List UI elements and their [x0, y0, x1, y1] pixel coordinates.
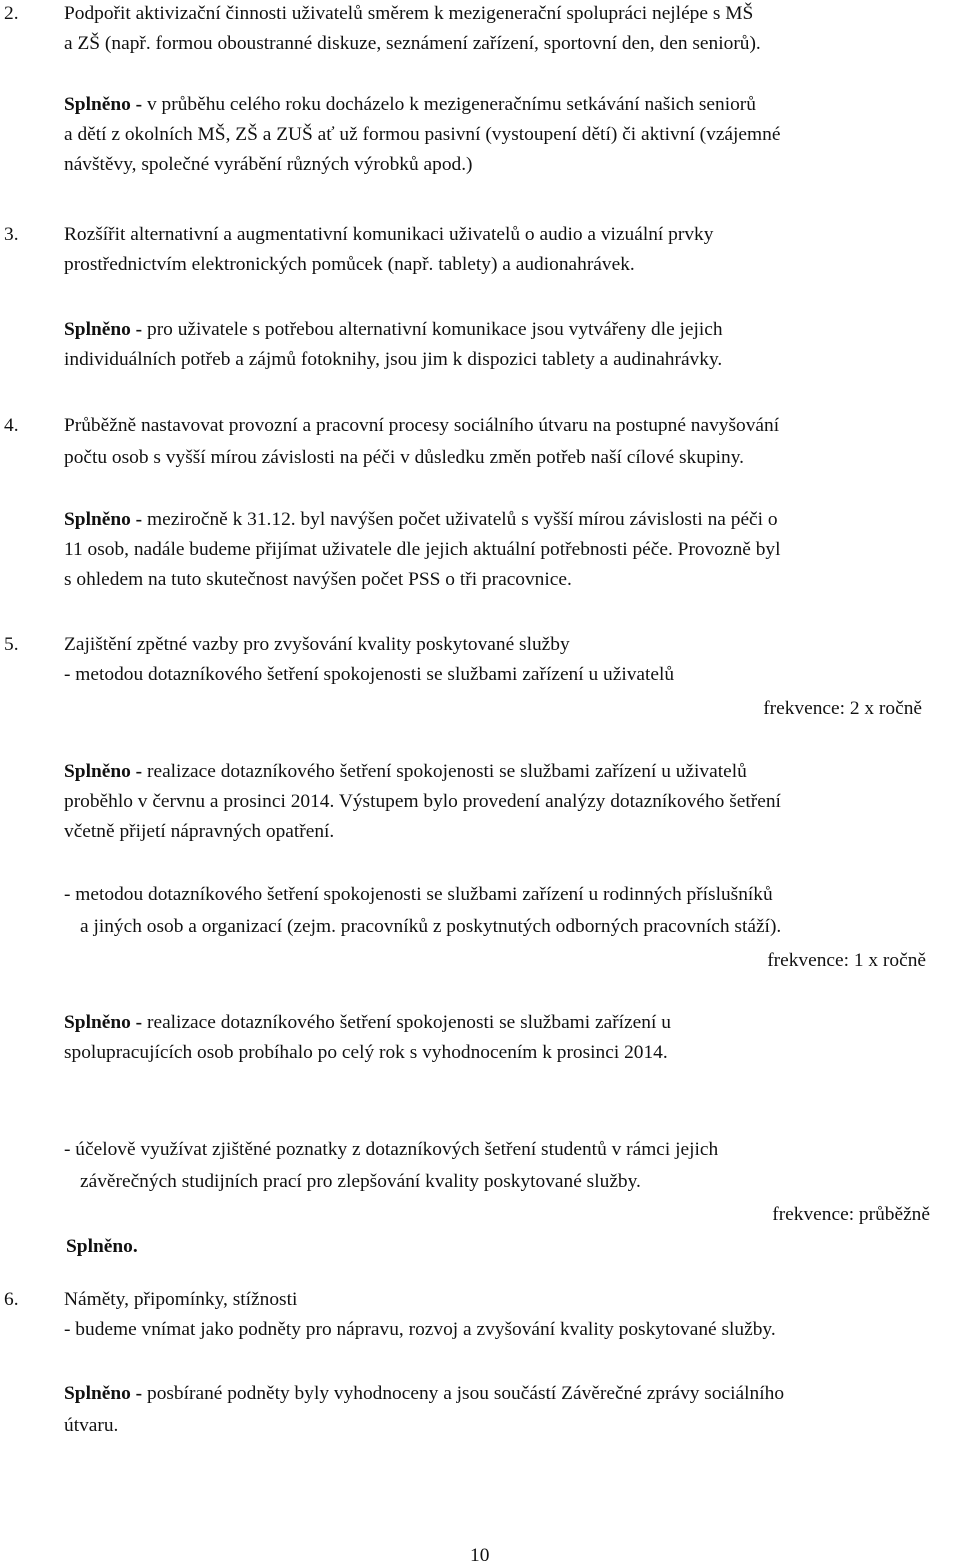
item-5-method-c: závěrečných studijních prací pro zlepšování kvality poskytované služby. — [80, 1171, 641, 1192]
item-3-result-line — [64, 318, 723, 342]
item-5-method-c: - účelově využívat zjištěné poznatky z dotazníkových šetření studentů v rámci jejich — [64, 1139, 719, 1160]
item-2-result-line: a dětí z okolních MŠ, ZŠ a ZUŠ ať už formou pasivní (vystoupení dětí) či aktivní (vzájemné — [64, 124, 781, 145]
item-5-frequency-a: frekvence: 2 x ročně — [763, 698, 922, 719]
item-2-result-line: návštěvy, společné vyrábění různých výrobků apod.) — [64, 154, 473, 175]
item-2-result-line — [64, 93, 756, 117]
item-4-result-line: s ohledem na tuto skutečnost navýšen počet PSS o tři pracovnice. — [64, 569, 572, 590]
result-text: realizace dotazníkového šetření spokojenosti se službami zařízení u uživatelů — [147, 761, 747, 782]
item-3-text-line: Rozšířit alternativní a augmentativní komunikaci uživatelů o audio a vizuální prvky — [64, 224, 714, 245]
item-5-frequency-b: frekvence: 1 x ročně — [767, 950, 926, 971]
item-3-result-line: individuálních potřeb a zájmů fotoknihy, jsou jim k dispozici tablety a audinahrávky. — [64, 349, 723, 370]
item-4-number: 4. — [4, 415, 19, 436]
item-2-text-line: Podpořit aktivizační činnosti uživatelů směrem k mezigenerační spolupráci nejlépe s MŠ — [64, 3, 754, 24]
fulfilled-label: Splněno - — [64, 761, 143, 782]
result-text: v průběhu celého roku docházelo k mezigeneračnímu setkávání našich seniorů — [147, 94, 756, 115]
result-text: meziročně k 31.12. byl navýšen počet uživatelů s vyšší mírou závislosti na péči o — [147, 509, 778, 530]
item-6-text-line: - budeme vnímat jako podněty pro nápravu, rozvoj a zvyšování kvality poskytované služby. — [64, 1319, 776, 1340]
item-4-text-line: Průběžně nastavovat provozní a pracovní procesy sociálního útvaru na postupné navyšování — [64, 415, 780, 436]
item-5-number: 5. — [4, 634, 19, 655]
item-5-result-a-line: včetně přijetí nápravných opatření. — [64, 821, 335, 842]
item-5-method-b: a jiných osob a organizací (zejm. pracovníků z poskytnutých odborných pracovních stáží). — [80, 916, 782, 937]
result-text: pro uživatele s potřebou alternativní komunikace jsou vytvářeny dle jejich — [147, 319, 723, 340]
fulfilled-label: Splněno - — [64, 1383, 143, 1404]
item-5-title: Zajištění zpětné vazby pro zvyšování kvality poskytované služby — [64, 634, 570, 655]
item-4-result-line — [64, 508, 778, 532]
item-4-text-line: počtu osob s vyšší mírou závislosti na péči v důsledku změn potřeb naší cílové skupiny. — [64, 447, 745, 468]
item-3-text-line: prostřednictvím elektronických pomůcek (např. tablety) a audionahrávek. — [64, 254, 635, 275]
item-6-number: 6. — [4, 1289, 19, 1310]
item-6-result-line: útvaru. — [64, 1415, 119, 1436]
item-5-result-a-line: proběhlo v červnu a prosinci 2014. Výstupem bylo provedení analýzy dotazníkového šetření — [64, 791, 781, 812]
item-2-text-line: a ZŠ (např. formou oboustranné diskuze, seznámení zařízení, sportovní den, den seniorů). — [64, 33, 761, 54]
item-6-result-line — [64, 1382, 784, 1406]
item-6-title: Náměty, připomínky, stížnosti — [64, 1289, 298, 1310]
fulfilled-label: Splněno - — [64, 319, 143, 340]
result-text: posbírané podněty byly vyhodnoceny a jsou součástí Závěrečné zprávy sociálního — [147, 1383, 785, 1404]
item-5-result-b-line — [64, 1011, 671, 1035]
item-5-result-a-line — [64, 760, 747, 784]
item-5-method-b: - metodou dotazníkového šetření spokojenosti se službami zařízení u rodinných příslušníků — [64, 884, 773, 905]
page-number: 10 — [470, 1545, 490, 1566]
fulfilled-label: Splněno - — [64, 94, 143, 115]
fulfilled-label: Splněno - — [64, 1012, 143, 1033]
item-5-result-b-line: spolupracujících osob probíhalo po celý rok s vyhodnocením k prosinci 2014. — [64, 1042, 668, 1063]
item-5-method-a: - metodou dotazníkového šetření spokojenosti se službami zařízení u uživatelů — [64, 664, 675, 685]
item-5-frequency-c: frekvence: průběžně — [772, 1204, 930, 1225]
fulfilled-label: Splněno. — [66, 1236, 138, 1257]
item-4-result-line: 11 osob, nadále budeme přijímat uživatele dle jejich aktuální potřebnosti péče. Provozně byl — [64, 539, 781, 560]
item-3-number: 3. — [4, 224, 19, 245]
result-text: realizace dotazníkového šetření spokojenosti se službami zařízení u — [147, 1012, 671, 1033]
item-2-number: 2. — [4, 3, 19, 24]
fulfilled-label: Splněno - — [64, 509, 143, 530]
